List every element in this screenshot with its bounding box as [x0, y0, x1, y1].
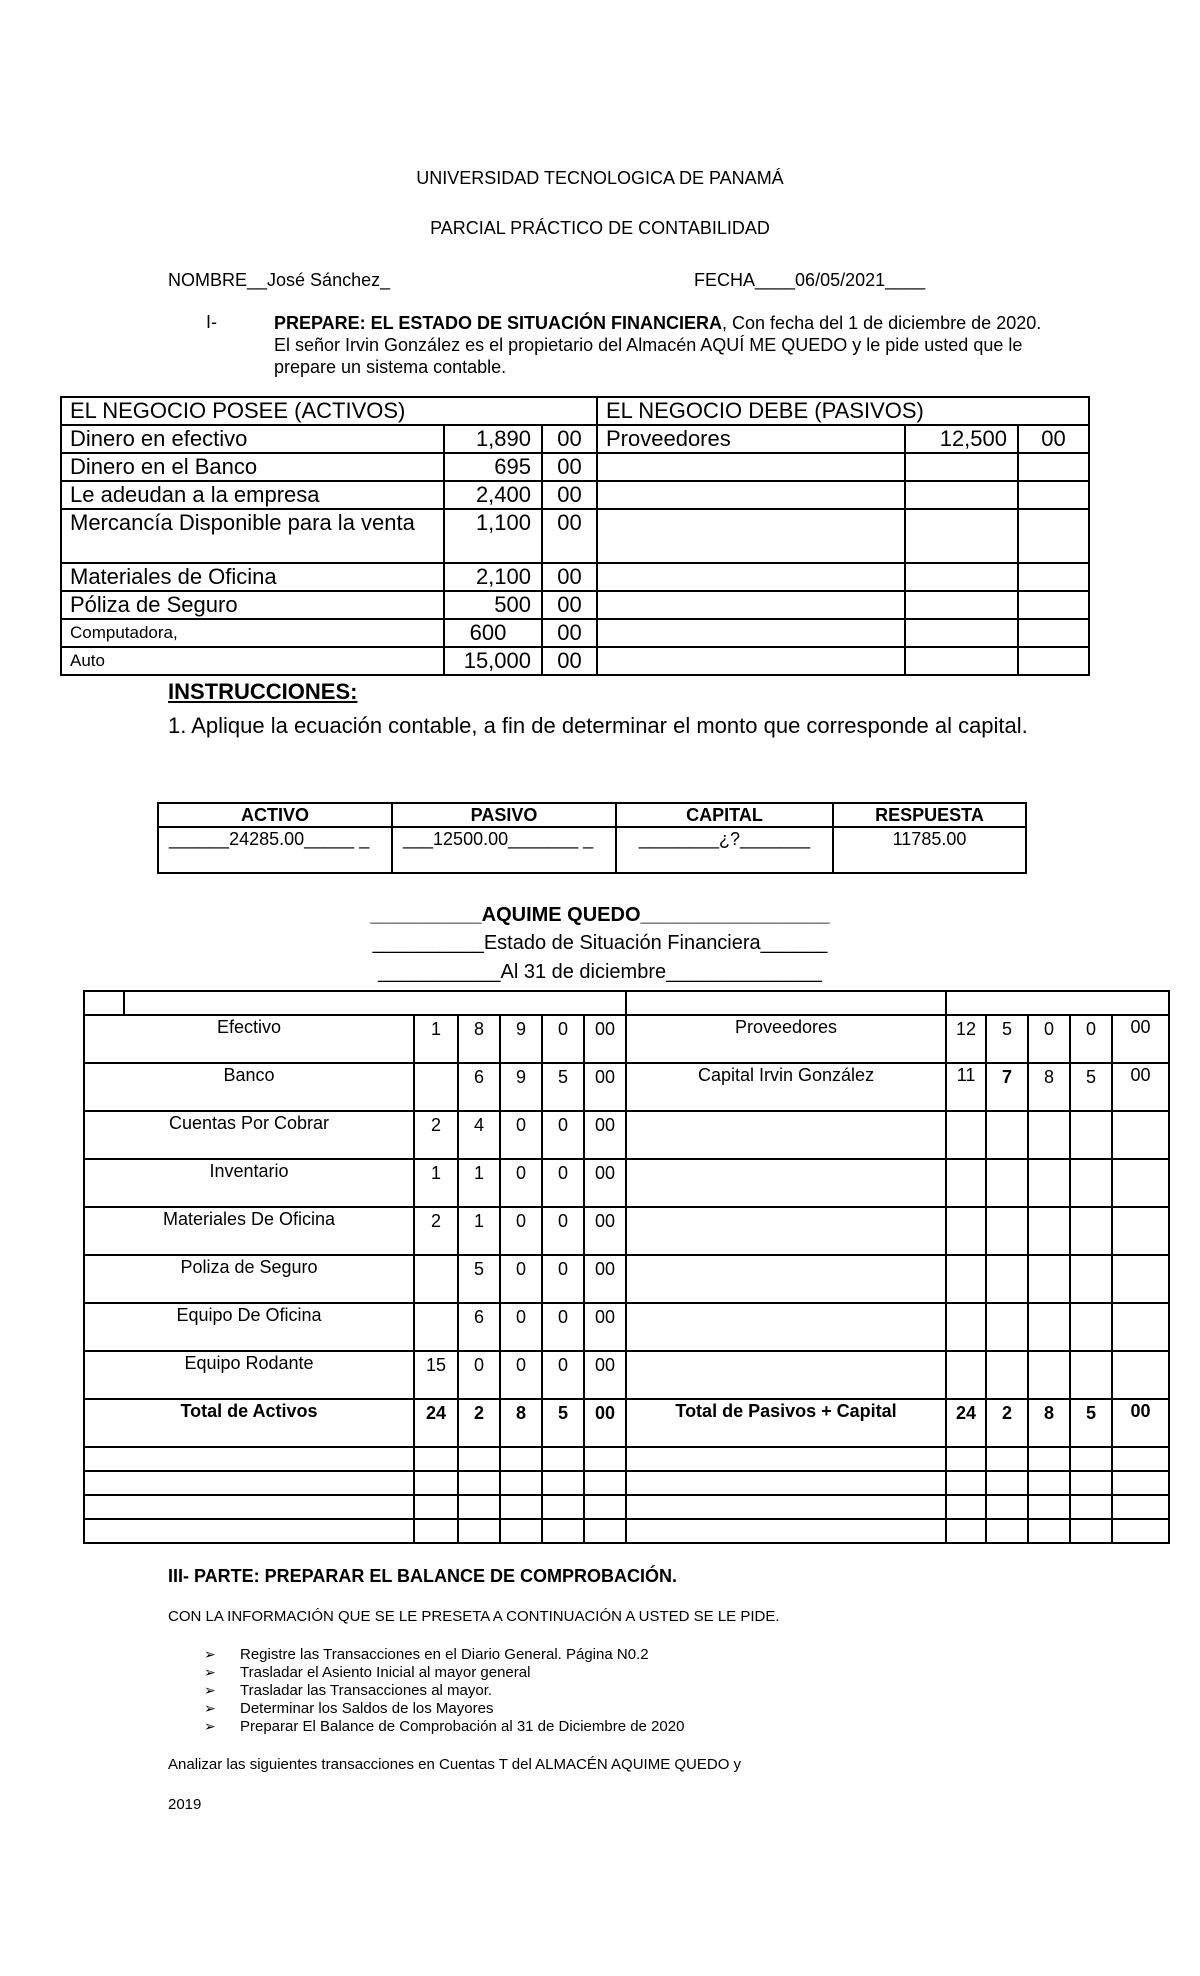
- list-item: ➢ Trasladar el Asiento Inicial al mayor general: [168, 1664, 1068, 1682]
- asset-amount: 15,000: [444, 647, 542, 675]
- asset-label: Equipo Rodante: [84, 1351, 414, 1399]
- total-liabilities-label: Total de Pasivos + Capital: [626, 1399, 946, 1447]
- exam-title: PARCIAL PRÁCTICO DE CONTABILIDAD: [430, 218, 770, 238]
- liability-name: [597, 481, 905, 509]
- liability-cents: [1018, 453, 1089, 481]
- asset-cents: 00: [542, 453, 597, 481]
- table-header-row: [158, 803, 1026, 827]
- table-row: [84, 1471, 1169, 1495]
- liability-name: [597, 619, 905, 647]
- liability-cents: [1018, 563, 1089, 591]
- table-header-row: [61, 397, 1089, 425]
- table-row: [61, 647, 1089, 675]
- liability-amount: 12,500: [905, 425, 1018, 453]
- asset-label: Poliza de Seguro: [84, 1255, 414, 1303]
- liability-label: [626, 1351, 946, 1399]
- part3-year: 2019: [168, 1796, 202, 1813]
- instructions-item-1: 1. Aplique la ecuación contable, a fin de determinar el monto que corresponde al capital.: [168, 713, 1028, 738]
- asset-cents: 00: [542, 591, 597, 619]
- liability-cents: [1018, 647, 1089, 675]
- asset-name: Computadora,: [61, 619, 444, 647]
- liability-amount: [905, 563, 1018, 591]
- asset-cents: 00: [542, 509, 597, 563]
- part3-bullet-list: [168, 1646, 1068, 1736]
- liability-cents: [1018, 619, 1089, 647]
- liability-amount: [905, 591, 1018, 619]
- part3-analyze: Analizar las siguientes transacciones en Cuentas T del ALMACÉN AQUIME QUEDO y: [168, 1756, 742, 1773]
- asset-amount: 500: [444, 591, 542, 619]
- asset-name: Mercancía Disponible para la venta: [61, 509, 444, 563]
- asset-label: Inventario: [84, 1159, 414, 1207]
- table-row: Materiales De Oficina 2 1 0 0 00: [84, 1207, 1169, 1255]
- total-assets-label: Total de Activos: [84, 1399, 414, 1447]
- liability-name: Proveedores: [597, 425, 905, 453]
- liability-amount: [905, 509, 1018, 563]
- asset-amount: 1,890: [444, 425, 542, 453]
- liability-cents: 00: [1018, 425, 1089, 453]
- statement-date: ___________Al 31 de diciembre______________: [378, 961, 822, 983]
- header-activo: ACTIVO: [158, 803, 392, 827]
- liability-cents: [1018, 481, 1089, 509]
- liabilities-header: EL NEGOCIO DEBE (PASIVOS): [597, 397, 1089, 425]
- liability-label: [626, 1207, 946, 1255]
- liability-name: [597, 563, 905, 591]
- table-row: Poliza de Seguro 5 0 0 00: [84, 1255, 1169, 1303]
- value-capital: ________¿?_______: [616, 827, 833, 873]
- exam-date: FECHA____06/05/2021____: [694, 270, 926, 290]
- table-row: Inventario 1 1 0 0 00: [84, 1159, 1169, 1207]
- statement-company: __________AQUIME QUEDO_________________: [370, 904, 830, 926]
- asset-cents: 00: [542, 563, 597, 591]
- table-header-row: [84, 991, 1169, 1015]
- table-row: Banco 6 9 5 00 Capital Irvin González 11 7 8 5 00: [84, 1063, 1169, 1111]
- university-title: UNIVERSIDAD TECNOLOGICA DE PANAMÁ: [416, 168, 784, 188]
- part3-intro: CON LA INFORMACIÓN QUE SE LE PRESETA A CONTINUACIÓN A USTED SE LE PIDE.: [168, 1608, 780, 1625]
- asset-amount: 695: [444, 453, 542, 481]
- table-row: [61, 509, 1089, 563]
- liability-label: [626, 1111, 946, 1159]
- liability-label: [626, 1159, 946, 1207]
- liability-name: [597, 509, 905, 563]
- list-item: ➢ Registre las Transacciones en el Diario General. Página N0.2: [168, 1646, 1068, 1664]
- total-row: Total de Activos 24 2 8 5 00 Total de Pasivos + Capital 24 2 8 5 00: [84, 1399, 1169, 1447]
- liability-cents: [1018, 591, 1089, 619]
- liability-amount: [905, 481, 1018, 509]
- part3-title: III- PARTE: PREPARAR EL BALANCE DE COMPROBACIÓN.: [168, 1566, 678, 1586]
- value-pasivo: ___12500.00_______ _: [392, 827, 616, 873]
- table-row: [61, 563, 1089, 591]
- asset-amount: 600: [444, 619, 542, 647]
- statement-title: __________Estado de Situación Financiera______: [372, 932, 828, 954]
- asset-name: Póliza de Seguro: [61, 591, 444, 619]
- value-respuesta: 11785.00: [833, 827, 1026, 873]
- liability-label: Proveedores: [626, 1015, 946, 1063]
- list-item: ➢ Preparar El Balance de Comprobación al 31 de Diciembre de 2020: [168, 1718, 1068, 1736]
- asset-name: Dinero en el Banco: [61, 453, 444, 481]
- table-row: [84, 1495, 1169, 1519]
- asset-label: Banco: [84, 1063, 414, 1111]
- value-activo: ______24285.00_____ _: [158, 827, 392, 873]
- liability-name: [597, 453, 905, 481]
- asset-amount: 2,100: [444, 563, 542, 591]
- table-row: Cuentas Por Cobrar 2 4 0 0 00: [84, 1111, 1169, 1159]
- table-row: [84, 1519, 1169, 1543]
- list-item: ➢ Trasladar las Transacciones al mayor.: [168, 1682, 1068, 1700]
- asset-cents: 00: [542, 619, 597, 647]
- table-row: Equipo De Oficina 6 0 0 00: [84, 1303, 1169, 1351]
- asset-name: Le adeudan a la empresa: [61, 481, 444, 509]
- financial-statement-table: [83, 990, 1170, 1544]
- asset-amount: 2,400: [444, 481, 542, 509]
- asset-cents: 00: [542, 425, 597, 453]
- table-row: [61, 619, 1089, 647]
- liability-label: Capital Irvin González: [626, 1063, 946, 1111]
- asset-amount: 1,100: [444, 509, 542, 563]
- table-row: [61, 453, 1089, 481]
- liability-name: [597, 647, 905, 675]
- section-rest-text: , Con fecha del 1 de diciembre de 2020. El señor Irvin González es el propietario del Almacén AQUÍ ME QUEDO y le pide usted que le prepare un sistema contable.: [274, 313, 1042, 377]
- section-number: I-: [206, 312, 217, 332]
- asset-cents: 00: [542, 647, 597, 675]
- liability-amount: [905, 647, 1018, 675]
- assets-liabilities-table: [60, 396, 1090, 676]
- header-pasivo: PASIVO: [392, 803, 616, 827]
- asset-label: Cuentas Por Cobrar: [84, 1111, 414, 1159]
- accounting-equation-table: [157, 802, 1027, 874]
- student-name: NOMBRE__José Sánchez_: [168, 270, 391, 290]
- header-capital: CAPITAL: [616, 803, 833, 827]
- instructions-title: INSTRUCCIONES:: [168, 679, 358, 704]
- asset-name: Auto: [61, 647, 444, 675]
- table-row: Efectivo 1 8 9 0 00 Proveedores 12 5 0 0 00: [84, 1015, 1169, 1063]
- table-row: [61, 425, 1089, 453]
- liability-name: [597, 591, 905, 619]
- asset-name: Dinero en efectivo: [61, 425, 444, 453]
- liability-label: [626, 1255, 946, 1303]
- header-respuesta: RESPUESTA: [833, 803, 1026, 827]
- liability-cents: [1018, 509, 1089, 563]
- section-bold-text: PREPARE: EL ESTADO DE SITUACIÓN FINANCIERA: [274, 313, 723, 333]
- liability-amount: [905, 453, 1018, 481]
- liability-amount: [905, 619, 1018, 647]
- asset-name: Materiales de Oficina: [61, 563, 444, 591]
- table-row: [84, 1447, 1169, 1471]
- asset-label: Equipo De Oficina: [84, 1303, 414, 1351]
- list-item: ➢ Determinar los Saldos de los Mayores: [168, 1700, 1068, 1718]
- section-instructions: [274, 312, 1054, 378]
- table-row: Equipo Rodante 15 0 0 0 00: [84, 1351, 1169, 1399]
- assets-header: EL NEGOCIO POSEE (ACTIVOS): [61, 397, 597, 425]
- table-row: [61, 591, 1089, 619]
- table-row: [61, 481, 1089, 509]
- asset-cents: 00: [542, 481, 597, 509]
- asset-label: Materiales De Oficina: [84, 1207, 414, 1255]
- table-row: [158, 827, 1026, 873]
- liability-label: [626, 1303, 946, 1351]
- asset-label: Efectivo: [84, 1015, 414, 1063]
